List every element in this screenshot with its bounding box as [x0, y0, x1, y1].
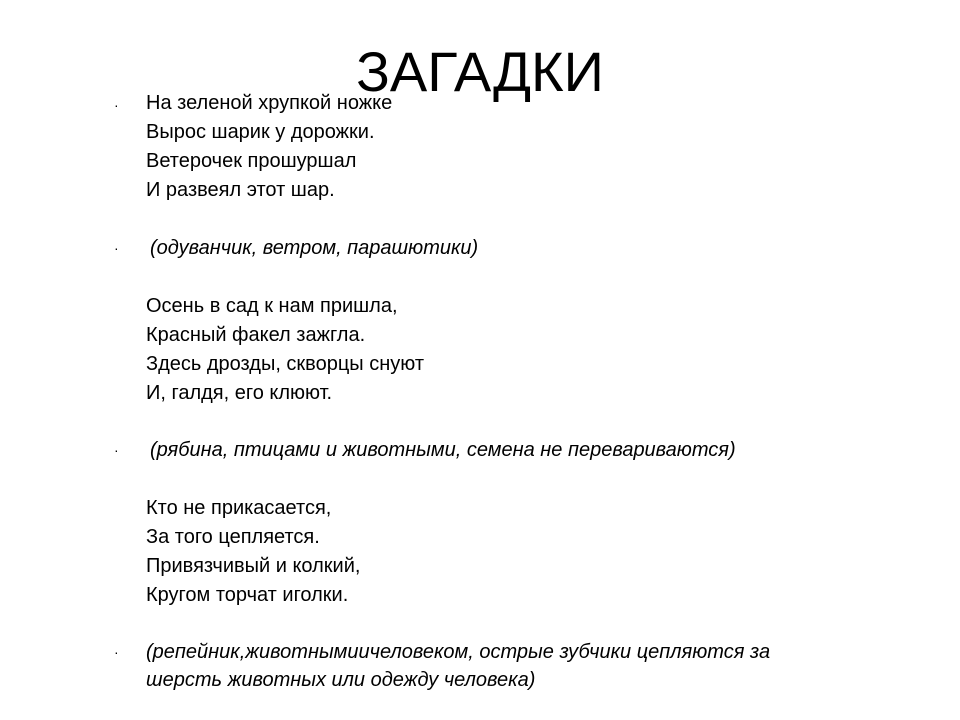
riddle-2-line-2: Красный факел зажгла. — [146, 324, 366, 346]
riddle-3-answer-line-1: (репейник,животнымиичеловеком, острые зубчики цепляются за — [146, 641, 771, 663]
riddle-3-answer-line-2: шерсть животных или одежду человека) — [146, 669, 536, 691]
riddle-1-line-1: На зеленой хрупкой ножке — [146, 92, 393, 114]
bullet-icon: · — [114, 97, 119, 113]
riddle-3-line-3: Привязчивый и колкий, — [146, 555, 361, 577]
riddle-2-answer: (рябина, птицами и животными, семена не перевариваются) — [150, 439, 736, 461]
bullet-icon: · — [114, 644, 119, 660]
bullet-icon: · — [114, 442, 119, 458]
riddle-2-line-3: Здесь дрозды, скворцы снуют — [146, 353, 424, 375]
riddle-2-line-4: И, галдя, его клюют. — [146, 382, 333, 404]
riddle-3-line-4: Кругом торчат иголки. — [146, 584, 349, 606]
riddle-1-line-4: И развеял этот шар. — [146, 179, 335, 201]
riddle-1-answer: (одуванчик, ветром, парашютики) — [150, 237, 479, 259]
riddle-2-line-1: Осень в сад к нам пришла, — [146, 295, 398, 317]
bullet-icon: · — [114, 240, 119, 256]
riddle-3-line-2: За того цепляется. — [146, 526, 320, 548]
slide-title: ЗАГАДКИ — [356, 40, 604, 103]
riddle-3-line-1: Кто не прикасается, — [146, 497, 332, 519]
riddle-1-line-3: Ветерочек прошуршал — [146, 150, 357, 172]
riddle-1-line-2: Вырос шарик у дорожки. — [146, 121, 375, 143]
